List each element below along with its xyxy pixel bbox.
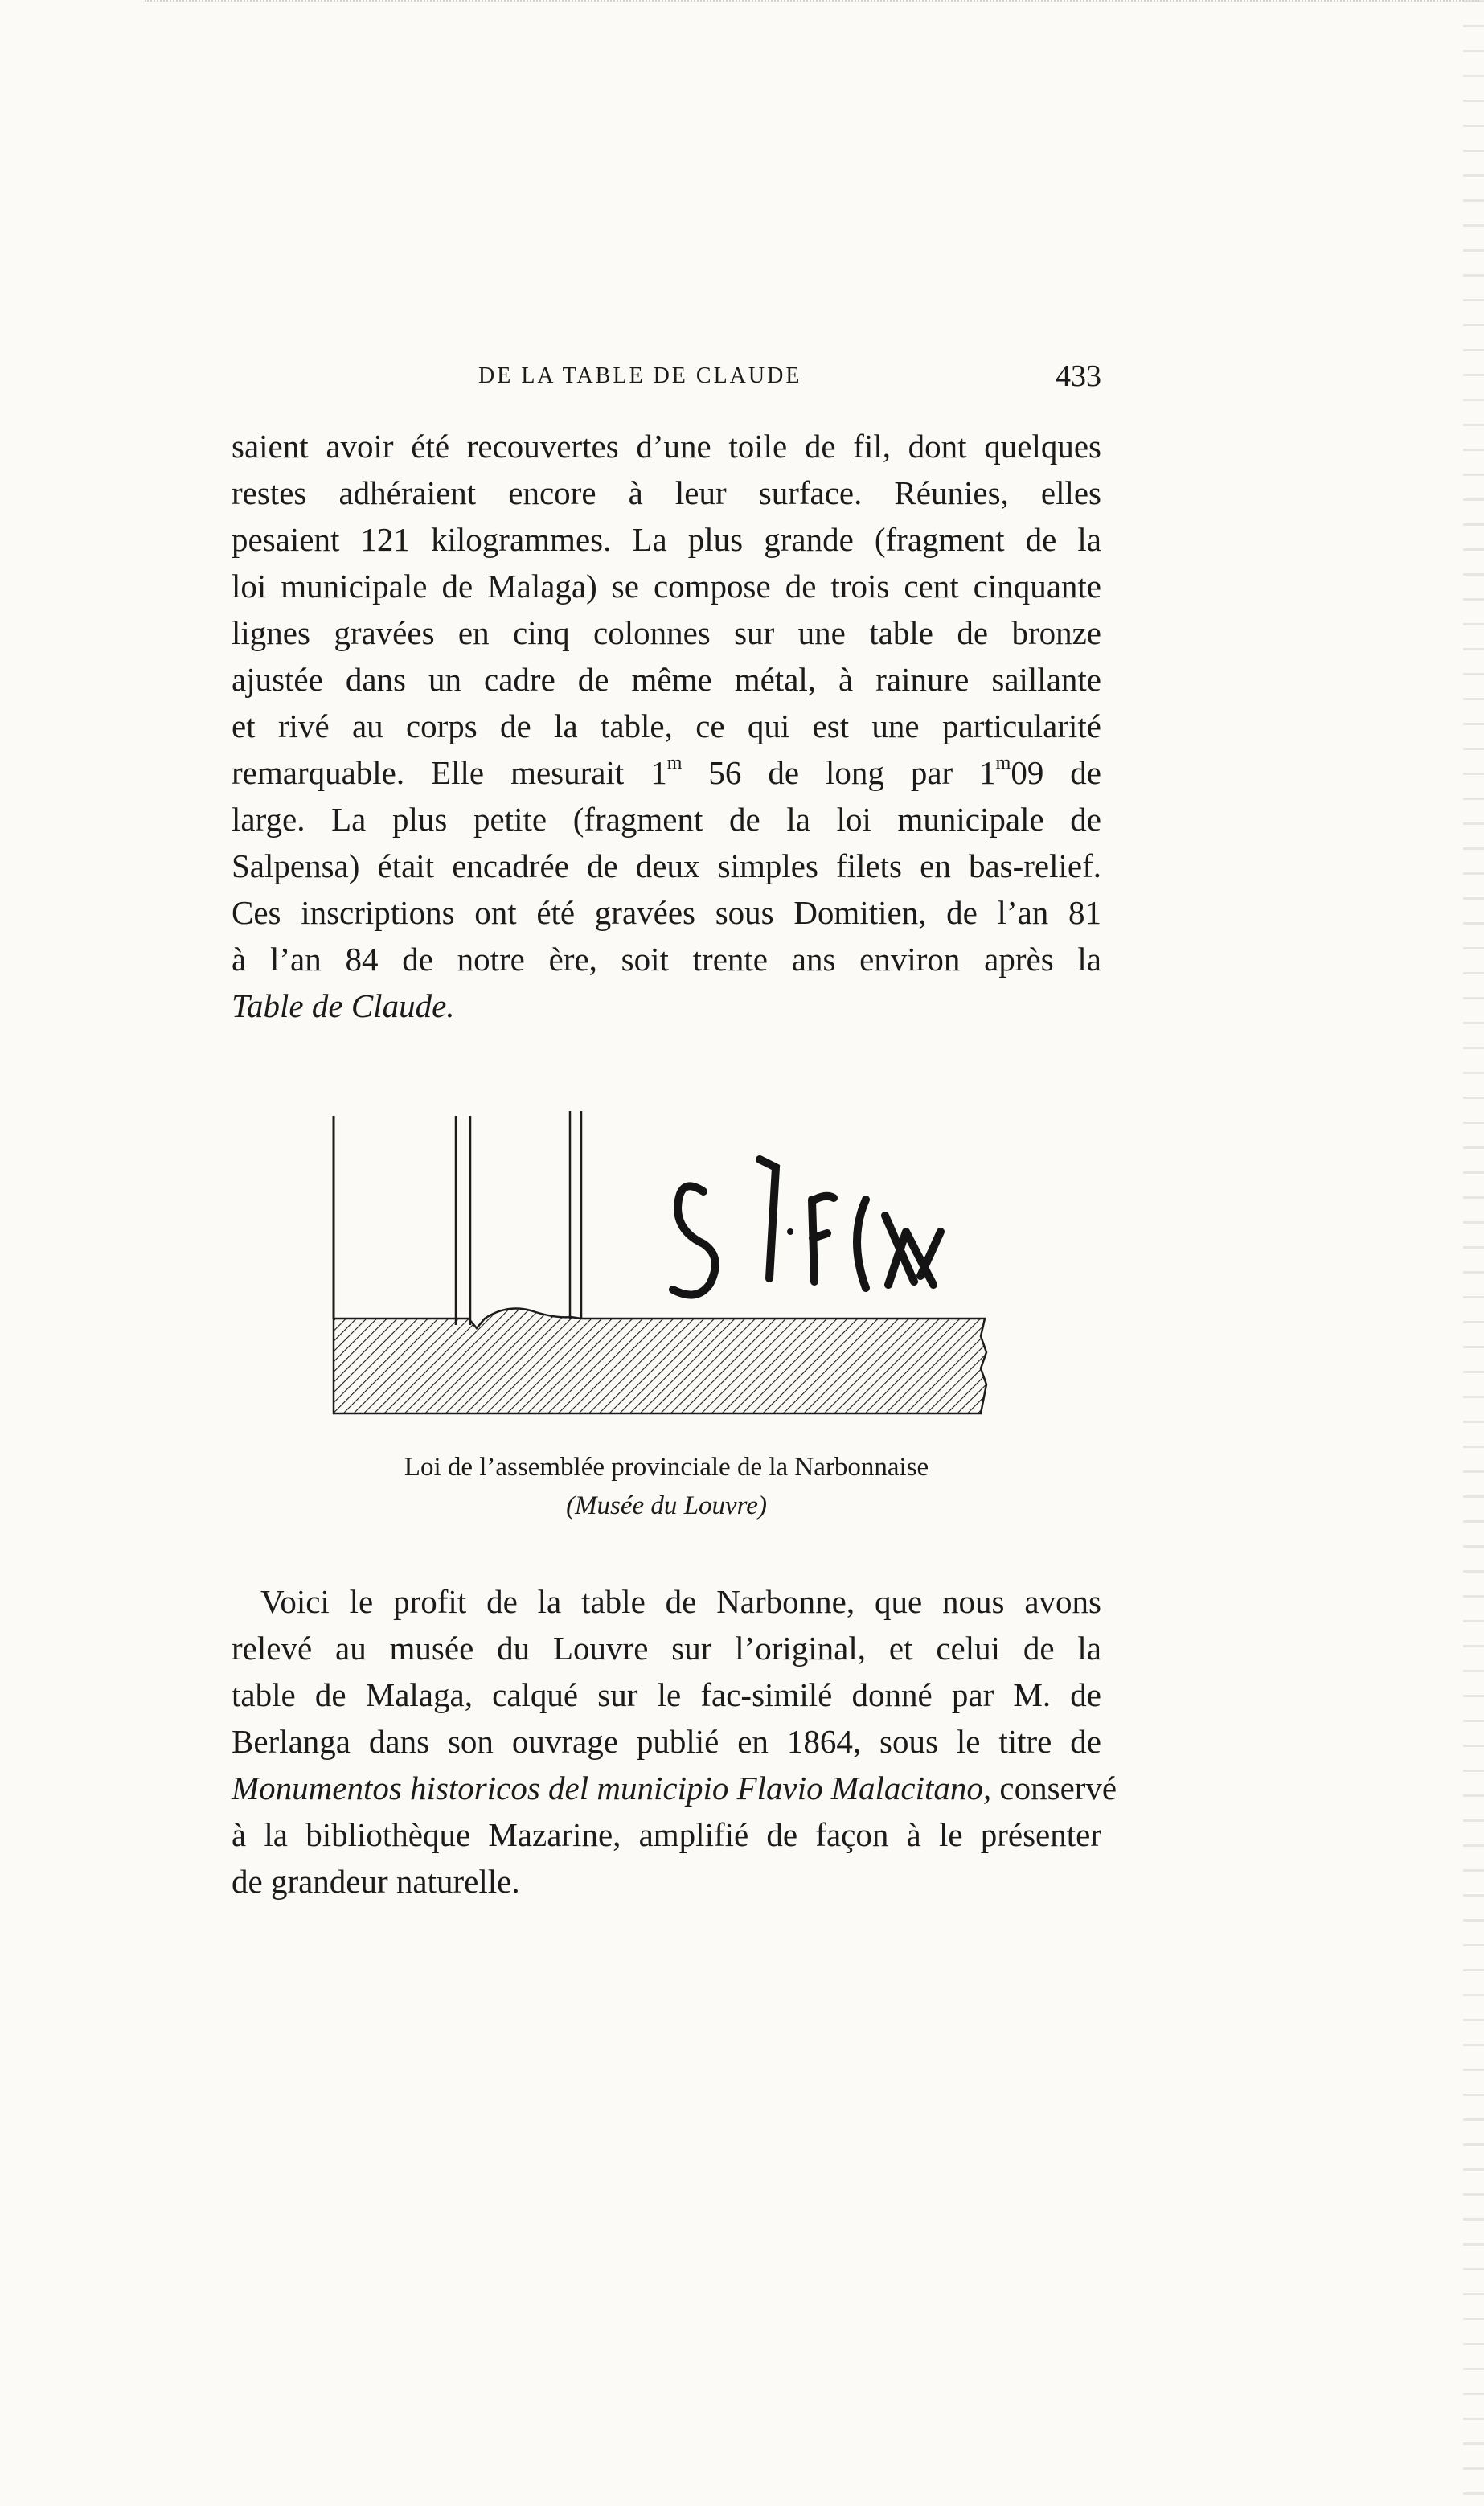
book-title: Monumentos historicos del municipio Flavio Malacitano, [232,1770,992,1807]
profile-drawing [326,1103,1009,1425]
paragraph-2 [232,1578,1117,1905]
text-line: Salpensa) était encadrée de deux simples filets en bas-relief. [232,847,1101,884]
superscript-m: m [995,753,1011,774]
scan-edge-top [145,0,1479,10]
text-line: restes adhéraient encore à leur surface. Réunies, elles [232,474,1101,511]
text-run: 56 de long par 1 [682,754,996,791]
text-line: de grandeur naturelle. [232,1863,520,1900]
paragraph-1 [232,423,1101,1029]
text-line: relevé au musée du Louvre sur l’original, et celui de la [232,1630,1101,1667]
text-line: lignes gravées en cinq colonnes sur une table de bronze [232,614,1101,651]
profile-figure [326,1103,1009,1425]
page-number: 433 [1056,359,1101,393]
text-line: Voici le profit de la table de Narbonne, que nous avons [260,1583,1101,1620]
running-title: DE LA TABLE DE CLAUDE [478,363,802,388]
text-line-with-title [232,1765,1117,1811]
text-line-italic: Table de Claude. [232,987,455,1024]
superscript-m: m [666,753,683,774]
figure-caption-source: (Musée du Louvre) [566,1491,767,1520]
text-line: pesaient 121 kilogrammes. La plus grande (fragment de la [232,521,1101,558]
text-run: conservé [991,1770,1117,1807]
text-line: et rivé au corps de la table, ce qui est une particularité [232,708,1101,744]
inscription-engraving [673,1159,941,1295]
text-line: à l’an 84 de notre ère, soit trente ans environ après la [232,941,1101,978]
text-line: à la bibliothèque Mazarine, amplifié de façon à le présenter [232,1816,1101,1853]
text-line: loi municipale de Malaga) se compose de trois cent cinquante [232,568,1101,605]
text-line: Berlanga dans son ouvrage publié en 1864, sous le titre de [232,1723,1101,1760]
text-line: saient avoir été recouvertes d’une toile de fil, dont quelques [232,428,1101,465]
text-line: large. La plus petite (fragment de la loi municipale de [232,801,1101,838]
text-line: ajustée dans un cadre de même métal, à rainure saillante [232,661,1101,698]
text-line: Ces inscriptions ont été gravées sous Domitien, de l’an 81 [232,894,1101,931]
text-line: table de Malaga, calqué sur le fac-similé donné par M. de [232,1676,1101,1713]
figure-caption: Loi de l’assemblée provinciale de la Narbonnaise [404,1453,929,1482]
scan-gutter [1463,0,1484,2506]
running-head [241,359,1101,404]
text-run: remarquable. Elle mesurait 1 [232,754,667,791]
text-line-measurements [232,749,1101,796]
text-run: 09 de [1011,754,1101,791]
bronze-section-hatched [334,1309,986,1413]
